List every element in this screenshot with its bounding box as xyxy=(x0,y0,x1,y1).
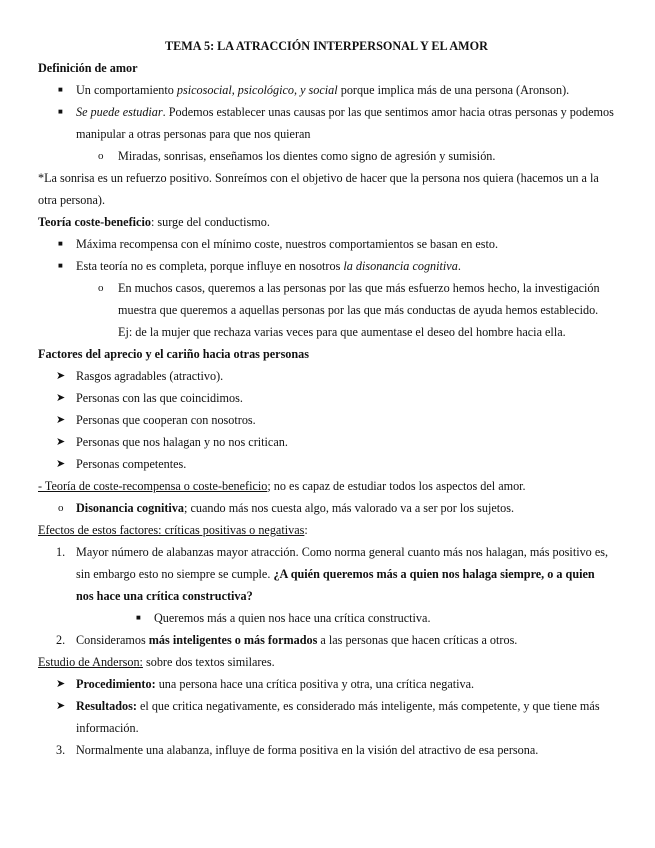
section-heading-factores: Factores del aprecio y el cariño hacia otras personas xyxy=(38,347,310,361)
sub-bullet-item: ■ Queremos más a quien nos hace una crítica constructiva. xyxy=(38,607,615,629)
note-paragraph: *La sonrisa es un refuerzo positivo. Sonreímos con el objetivo de hacer que la persona nos quiera (hacemos un a la otra persona). xyxy=(38,171,599,207)
arrow-item: ➤ Resultados: el que critica negativamente, es considerado más inteligente, más competente, y que tiene más información. xyxy=(38,695,615,739)
bullet-item: ■ Un comportamiento psicosocial, psicológico, y social porque implica más de una persona (Aronson). xyxy=(38,79,615,101)
arrow-bullet-icon: ➤ xyxy=(56,392,66,404)
arrow-item: ➤ Procedimiento: una persona hace una crítica positiva y otra, una crítica negativa. xyxy=(38,673,615,695)
sub-bullet-item: o En muchos casos, queremos a las personas por las que más esfuerzo hemos hecho, la investigación muestra que queremos a aquellas personas por las que más conductas de ayuda hemos establecido. Ej: de la mujer que rechaza varias veces para que aumentase el deseo del hombre hacia ella. xyxy=(38,277,615,343)
list-number: 1. xyxy=(56,545,66,559)
arrow-bullet-icon: ➤ xyxy=(56,700,66,712)
circle-bullet-icon: o xyxy=(98,282,104,294)
factor-item: ➤ Personas que nos halagan y no nos critican. xyxy=(38,431,615,453)
section-heading-definicion: Definición de amor xyxy=(38,61,138,75)
arrow-bullet-icon: ➤ xyxy=(56,678,66,690)
bullet-item: ■ Máxima recompensa con el mínimo coste, nuestros comportamientos se basan en esto. xyxy=(38,233,615,255)
square-bullet-icon: ■ xyxy=(58,239,63,248)
square-bullet-icon: ■ xyxy=(136,613,141,622)
arrow-bullet-icon: ➤ xyxy=(56,414,66,426)
arrow-bullet-icon: ➤ xyxy=(56,370,66,382)
square-bullet-icon: ■ xyxy=(58,85,63,94)
factor-item: ➤ Personas que cooperan con nosotros. xyxy=(38,409,615,431)
coste-recompensa-line: - Teoría de coste-recompensa o coste-beneficio; no es capaz de estudiar todos los aspectos del amor. xyxy=(38,479,526,493)
list-number: 2. xyxy=(56,633,66,647)
sub-bullet-item: o Miradas, sonrisas, enseñamos los dientes como signo de agresión y sumisión. xyxy=(38,145,615,167)
numbered-item: 2. Consideramos más inteligentes o más formados a las personas que hacen críticas a otros. xyxy=(38,629,615,651)
factor-list xyxy=(38,365,615,475)
factor-item: ➤ Rasgos agradables (atractivo). xyxy=(38,365,615,387)
section-heading-anderson: Estudio de Anderson: sobre dos textos similares. xyxy=(38,655,275,669)
section-heading-efectos: Efectos de estos factores: críticas positivas o negativas: xyxy=(38,523,308,537)
arrow-bullet-icon: ➤ xyxy=(56,458,66,470)
square-bullet-icon: ■ xyxy=(58,261,63,270)
sub-bullet-item: o Disonancia cognitiva; cuando más nos cuesta algo, más valorado va a ser por los sujetos. xyxy=(38,497,615,519)
numbered-item: 1. Mayor número de alabanzas mayor atracción. Como norma general cuanto más nos halagan, más positivo es, sin embargo esto no siempre se cumple. ¿A quién queremos más a quien nos halaga siempre, o a quien nos hace una crítica constructiva? xyxy=(38,541,615,607)
circle-bullet-icon: o xyxy=(98,150,104,162)
square-bullet-icon: ■ xyxy=(58,107,63,116)
bullet-item: ■ Se puede estudiar. Podemos establecer unas causas por las que sentimos amor hacia otras personas y podemos manipular a otras personas para que nos quieran xyxy=(38,101,615,145)
circle-bullet-icon: o xyxy=(58,502,64,514)
arrow-bullet-icon: ➤ xyxy=(56,436,66,448)
section-heading-coste-beneficio: Teoría coste-beneficio: surge del conductismo. xyxy=(38,215,270,229)
factor-item: ➤ Personas competentes. xyxy=(38,453,615,475)
numbered-item: 3. Normalmente una alabanza, influye de forma positiva en la visión del atractivo de esa persona. xyxy=(38,739,615,761)
factor-item: ➤ Personas con las que coincidimos. xyxy=(38,387,615,409)
document-title: TEMA 5: LA ATRACCIÓN INTERPERSONAL Y EL AMOR xyxy=(165,39,488,53)
list-number: 3. xyxy=(56,743,66,757)
bullet-item: ■ Esta teoría no es completa, porque influye en nosotros la disonancia cognitiva. xyxy=(38,255,615,277)
